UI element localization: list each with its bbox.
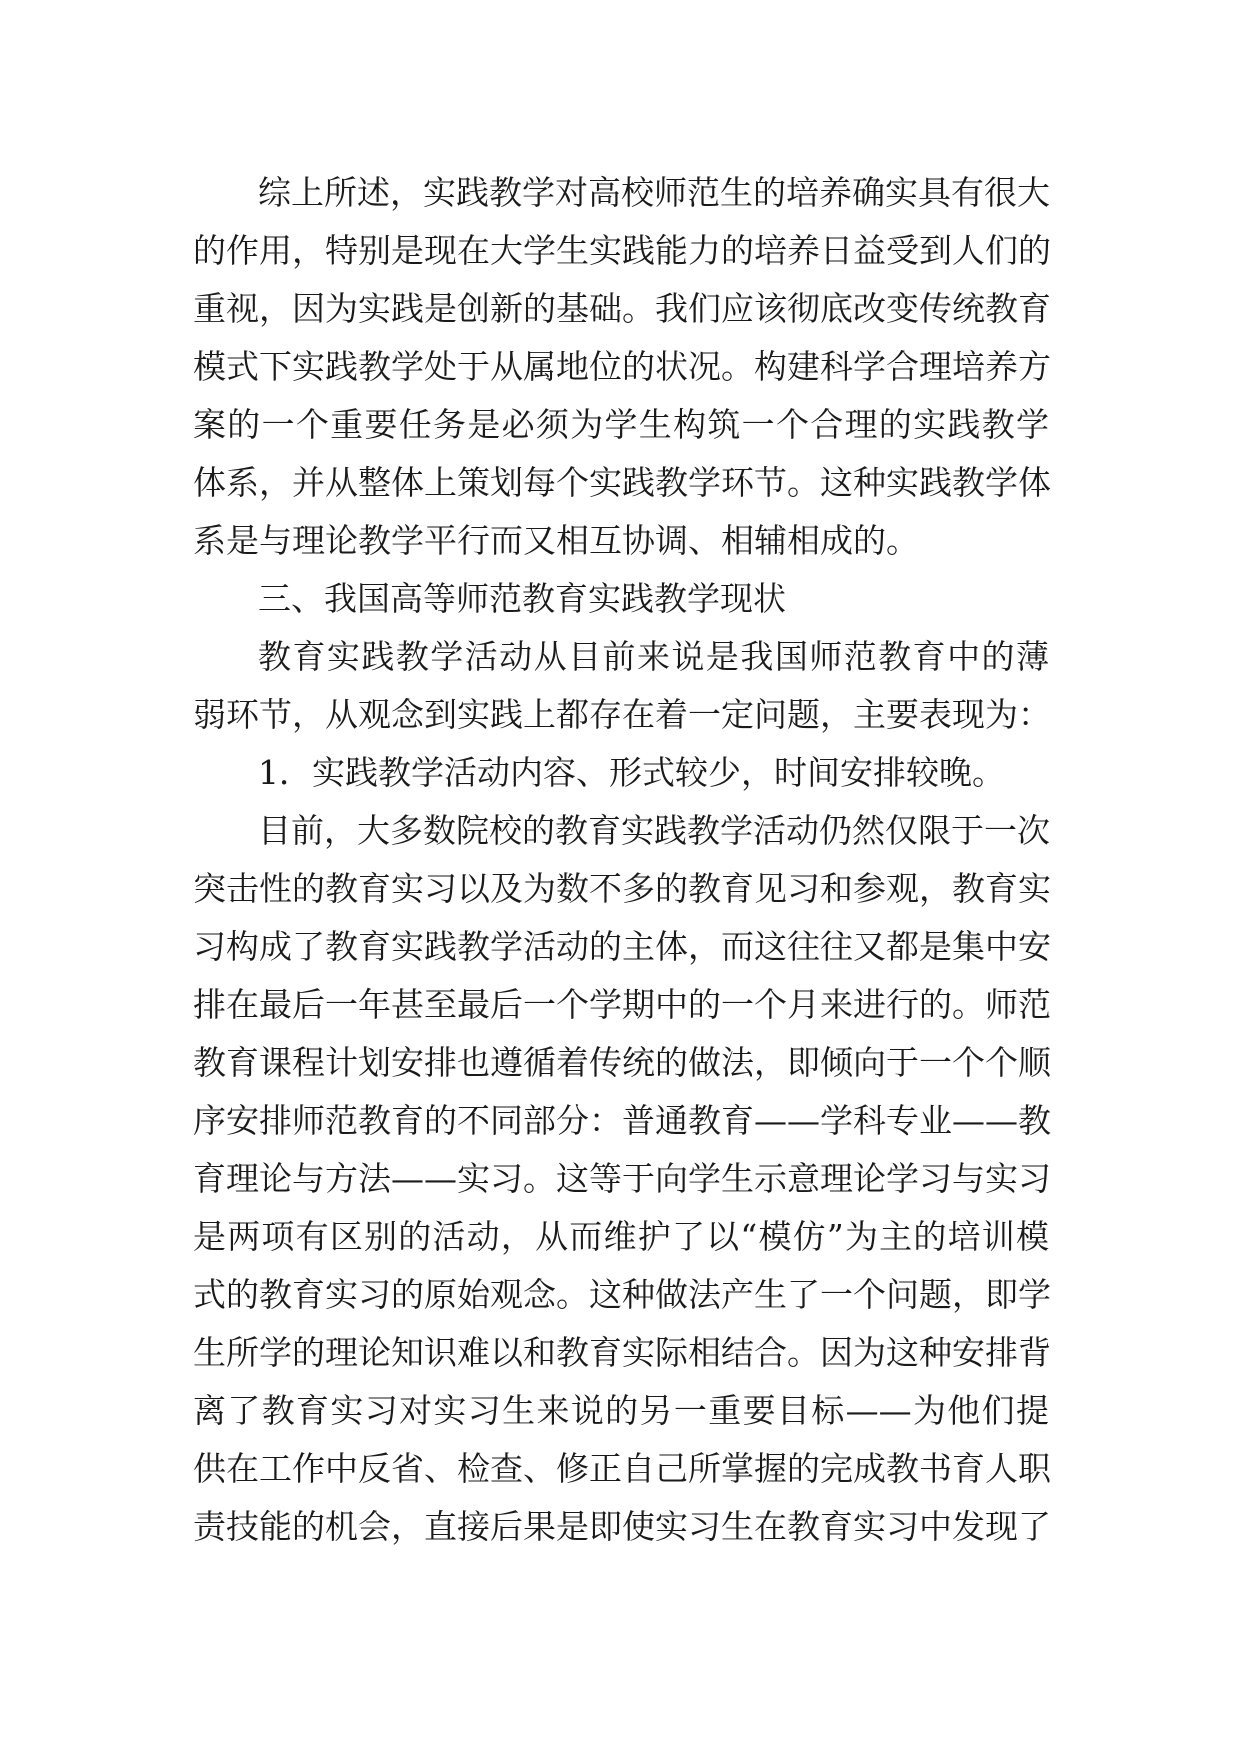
paragraph-line: 育理论与方法——实习。这等于向学生示意理论学习与实习 [193,1159,1051,1198]
paragraph-line: 重视，因为实践是创新的基础。我们应该彻底改变传统教育 [193,289,1051,328]
paragraph-line: 是两项有区别的活动，从而维护了以“模仿”为主的培训模 [193,1217,1049,1256]
paragraph-line: 综上所述，实践教学对高校师范生的培养确实具有很大 [258,173,1050,212]
paragraph-line: 目前，大多数院校的教育实践教学活动仍然仅限于一次 [258,811,1050,850]
paragraph-line: 教育课程计划安排也遵循着传统的做法，即倾向于一个个顺 [193,1043,1051,1082]
paragraph-line: 离了教育实习对实习生来说的另一重要目标——为他们提 [193,1391,1049,1430]
paragraph-line: 突击性的教育实习以及为数不多的教育见习和参观，教育实 [193,869,1051,908]
paragraph-line: 案的一个重要任务是必须为学生构筑一个合理的实践教学 [193,405,1049,444]
paragraph-line: 体系，并从整体上策划每个实践教学环节。这种实践教学体 [193,463,1051,502]
subsection-heading: 1．实践教学活动内容、形式较少，时间安排较晚。 [258,753,1005,792]
paragraph-line: 序安排师范教育的不同部分：普通教育——学科专业——教 [193,1101,1051,1140]
section-heading: 三、我国高等师范教育实践教学现状 [258,579,786,618]
paragraph-line: 系是与理论教学平行而又相互协调、相辅相成的。 [193,521,919,560]
paragraph-line: 排在最后一年甚至最后一个学期中的一个月来进行的。师范 [193,985,1051,1024]
paragraph-line: 习构成了教育实践教学活动的主体，而这往往又都是集中安 [193,927,1051,966]
paragraph-line: 生所学的理论知识难以和教育实际相结合。因为这种安排背 [193,1333,1051,1372]
paragraph-line: 教育实践教学活动从目前来说是我国师范教育中的薄 [258,637,1049,676]
paragraph-line: 的作用，特别是现在大学生实践能力的培养日益受到人们的 [193,231,1051,270]
paragraph-line: 式的教育实习的原始观念。这种做法产生了一个问题，即学 [193,1275,1051,1314]
paragraph-line: 模式下实践教学处于从属地位的状况。构建科学合理培养方 [193,347,1051,386]
paragraph-line: 责技能的机会，直接后果是即使实习生在教育实习中发现了 [193,1507,1051,1546]
paragraph-line: 供在工作中反省、检查、修正自己所掌握的完成教书育人职 [193,1449,1051,1488]
paragraph-line: 弱环节，从观念到实践上都存在着一定问题，主要表现为： [193,695,1051,734]
